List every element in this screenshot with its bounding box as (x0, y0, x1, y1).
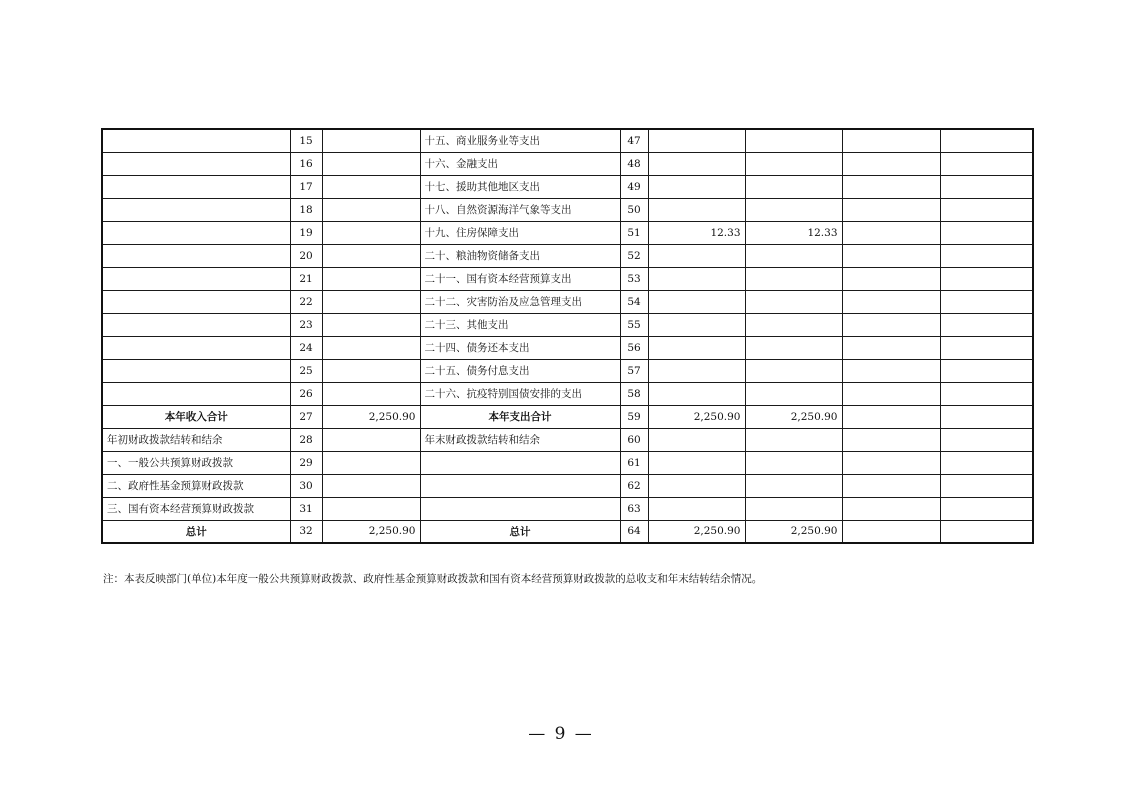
expense-row-number: 51 (620, 221, 648, 244)
government-fund-amount (842, 290, 940, 313)
income-item-label (102, 198, 290, 221)
income-amount (322, 313, 420, 336)
income-item-label (102, 336, 290, 359)
state-capital-amount (940, 428, 1033, 451)
government-fund-amount (842, 152, 940, 175)
expense-row-number: 62 (620, 474, 648, 497)
income-row-number: 28 (290, 428, 322, 451)
expense-total-amount (648, 290, 745, 313)
expense-item-label: 十五、商业服务业等支出 (420, 129, 620, 152)
expense-item-label (420, 497, 620, 520)
state-capital-amount (940, 313, 1033, 336)
income-item-label (102, 267, 290, 290)
state-capital-amount (940, 359, 1033, 382)
government-fund-amount (842, 175, 940, 198)
income-row-number: 18 (290, 198, 322, 221)
state-capital-amount (940, 497, 1033, 520)
income-row-number: 24 (290, 336, 322, 359)
expense-item-label: 年末财政拨款结转和结余 (420, 428, 620, 451)
page-number: — 9 — (528, 724, 594, 744)
state-capital-amount (940, 290, 1033, 313)
expense-total-amount (648, 336, 745, 359)
state-capital-amount (940, 221, 1033, 244)
expense-item-label (420, 474, 620, 497)
expense-row-number: 53 (620, 267, 648, 290)
income-amount (322, 267, 420, 290)
expense-item-label: 十八、自然资源海洋气象等支出 (420, 198, 620, 221)
income-amount (322, 221, 420, 244)
government-fund-amount (842, 336, 940, 359)
income-row-number: 16 (290, 152, 322, 175)
expense-row-number: 59 (620, 405, 648, 428)
table-row (102, 175, 1033, 198)
income-item-label: 一、一般公共预算财政拨款 (102, 451, 290, 474)
expense-item-label: 二十五、债务付息支出 (420, 359, 620, 382)
general-budget-amount (745, 290, 842, 313)
income-amount: 2,250.90 (322, 405, 420, 428)
government-fund-amount (842, 221, 940, 244)
income-amount (322, 198, 420, 221)
government-fund-amount (842, 359, 940, 382)
income-item-label: 总计 (102, 520, 290, 543)
expense-row-number: 48 (620, 152, 648, 175)
government-fund-amount (842, 451, 940, 474)
expense-item-label: 总计 (420, 520, 620, 543)
income-row-number: 19 (290, 221, 322, 244)
income-item-label: 三、国有资本经营预算财政拨款 (102, 497, 290, 520)
general-budget-amount (745, 474, 842, 497)
income-item-label (102, 290, 290, 313)
expense-total-amount (648, 428, 745, 451)
table-row (102, 129, 1033, 152)
general-budget-amount: 2,250.90 (745, 405, 842, 428)
table-row (102, 152, 1033, 175)
table-row (102, 198, 1033, 221)
state-capital-amount (940, 175, 1033, 198)
expense-item-label: 十六、金融支出 (420, 152, 620, 175)
expense-item-label: 二十一、国有资本经营预算支出 (420, 267, 620, 290)
expense-row-number: 56 (620, 336, 648, 359)
general-budget-amount: 2,250.90 (745, 520, 842, 543)
table-row (102, 405, 1033, 428)
expense-total-amount (648, 267, 745, 290)
table-row (102, 336, 1033, 359)
general-budget-amount (745, 359, 842, 382)
income-item-label (102, 152, 290, 175)
income-row-number: 31 (290, 497, 322, 520)
income-row-number: 26 (290, 382, 322, 405)
general-budget-amount (745, 267, 842, 290)
expense-row-number: 57 (620, 359, 648, 382)
income-amount (322, 152, 420, 175)
table-row (102, 221, 1033, 244)
income-item-label (102, 244, 290, 267)
expense-item-label: 十九、住房保障支出 (420, 221, 620, 244)
income-row-number: 22 (290, 290, 322, 313)
income-row-number: 21 (290, 267, 322, 290)
government-fund-amount (842, 313, 940, 336)
income-row-number: 15 (290, 129, 322, 152)
government-fund-amount (842, 497, 940, 520)
state-capital-amount (940, 244, 1033, 267)
expense-row-number: 64 (620, 520, 648, 543)
general-budget-amount (745, 198, 842, 221)
income-amount (322, 244, 420, 267)
government-fund-amount (842, 405, 940, 428)
table-body (102, 129, 1033, 543)
income-amount (322, 290, 420, 313)
state-capital-amount (940, 474, 1033, 497)
expense-total-amount (648, 451, 745, 474)
income-amount: 2,250.90 (322, 520, 420, 543)
expense-item-label (420, 451, 620, 474)
income-amount (322, 451, 420, 474)
table-row (102, 382, 1033, 405)
expense-item-label: 十七、援助其他地区支出 (420, 175, 620, 198)
income-amount (322, 336, 420, 359)
state-capital-amount (940, 152, 1033, 175)
expense-total-amount (648, 244, 745, 267)
table-row (102, 313, 1033, 336)
income-item-label (102, 175, 290, 198)
expense-total-amount (648, 359, 745, 382)
income-row-number: 32 (290, 520, 322, 543)
state-capital-amount (940, 267, 1033, 290)
expense-total-amount (648, 313, 745, 336)
income-amount (322, 129, 420, 152)
expense-item-label: 二十、粮油物资储备支出 (420, 244, 620, 267)
government-fund-amount (842, 129, 940, 152)
table-row (102, 474, 1033, 497)
state-capital-amount (940, 382, 1033, 405)
table-row (102, 520, 1033, 543)
expense-item-label: 二十六、抗疫特别国债安排的支出 (420, 382, 620, 405)
income-row-number: 23 (290, 313, 322, 336)
expense-total-amount: 12.33 (648, 221, 745, 244)
income-row-number: 29 (290, 451, 322, 474)
general-budget-amount (745, 244, 842, 267)
expense-row-number: 61 (620, 451, 648, 474)
expense-row-number: 63 (620, 497, 648, 520)
income-item-label: 本年收入合计 (102, 405, 290, 428)
expense-total-amount: 2,250.90 (648, 405, 745, 428)
expense-total-amount (648, 129, 745, 152)
income-item-label (102, 313, 290, 336)
table-row (102, 290, 1033, 313)
income-item-label (102, 129, 290, 152)
state-capital-amount (940, 451, 1033, 474)
table-row (102, 428, 1033, 451)
expense-row-number: 52 (620, 244, 648, 267)
income-row-number: 30 (290, 474, 322, 497)
table-row (102, 244, 1033, 267)
expense-total-amount (648, 152, 745, 175)
expense-row-number: 55 (620, 313, 648, 336)
income-row-number: 27 (290, 405, 322, 428)
table-row (102, 451, 1033, 474)
government-fund-amount (842, 244, 940, 267)
government-fund-amount (842, 267, 940, 290)
income-amount (322, 428, 420, 451)
income-item-label (102, 221, 290, 244)
expense-row-number: 49 (620, 175, 648, 198)
general-budget-amount (745, 428, 842, 451)
expense-total-amount (648, 198, 745, 221)
general-budget-amount (745, 129, 842, 152)
general-budget-amount: 12.33 (745, 221, 842, 244)
table-row (102, 497, 1033, 520)
income-item-label: 年初财政拨款结转和结余 (102, 428, 290, 451)
state-capital-amount (940, 405, 1033, 428)
general-budget-amount (745, 175, 842, 198)
expense-row-number: 54 (620, 290, 648, 313)
expense-total-amount (648, 175, 745, 198)
table-row (102, 267, 1033, 290)
income-item-label (102, 382, 290, 405)
financial-appropriation-table (101, 128, 1034, 544)
income-amount (322, 175, 420, 198)
general-budget-amount (745, 382, 842, 405)
expense-total-amount (648, 382, 745, 405)
expense-item-label: 二十三、其他支出 (420, 313, 620, 336)
expense-total-amount (648, 497, 745, 520)
expense-item-label: 二十四、债务还本支出 (420, 336, 620, 359)
income-amount (322, 382, 420, 405)
general-budget-amount (745, 313, 842, 336)
expense-total-amount (648, 474, 745, 497)
government-fund-amount (842, 520, 940, 543)
income-amount (322, 497, 420, 520)
income-item-label: 二、政府性基金预算财政拨款 (102, 474, 290, 497)
income-row-number: 17 (290, 175, 322, 198)
expense-item-label: 二十二、灾害防治及应急管理支出 (420, 290, 620, 313)
income-amount (322, 359, 420, 382)
expense-row-number: 47 (620, 129, 648, 152)
state-capital-amount (940, 336, 1033, 359)
expense-row-number: 58 (620, 382, 648, 405)
state-capital-amount (940, 129, 1033, 152)
expense-total-amount: 2,250.90 (648, 520, 745, 543)
expense-row-number: 60 (620, 428, 648, 451)
government-fund-amount (842, 474, 940, 497)
table-row (102, 359, 1033, 382)
general-budget-amount (745, 336, 842, 359)
expense-row-number: 50 (620, 198, 648, 221)
government-fund-amount (842, 198, 940, 221)
government-fund-amount (842, 382, 940, 405)
state-capital-amount (940, 198, 1033, 221)
general-budget-amount (745, 497, 842, 520)
government-fund-amount (842, 428, 940, 451)
general-budget-amount (745, 152, 842, 175)
state-capital-amount (940, 520, 1033, 543)
income-item-label (102, 359, 290, 382)
income-row-number: 25 (290, 359, 322, 382)
expense-item-label: 本年支出合计 (420, 405, 620, 428)
income-amount (322, 474, 420, 497)
general-budget-amount (745, 451, 842, 474)
table-footnote: 注：本表反映部门(单位)本年度一般公共预算财政拨款、政府性基金预算财政拨款和国有资本经营预算财政拨款的总收支和年末结转结余情况。 (103, 573, 763, 585)
income-row-number: 20 (290, 244, 322, 267)
